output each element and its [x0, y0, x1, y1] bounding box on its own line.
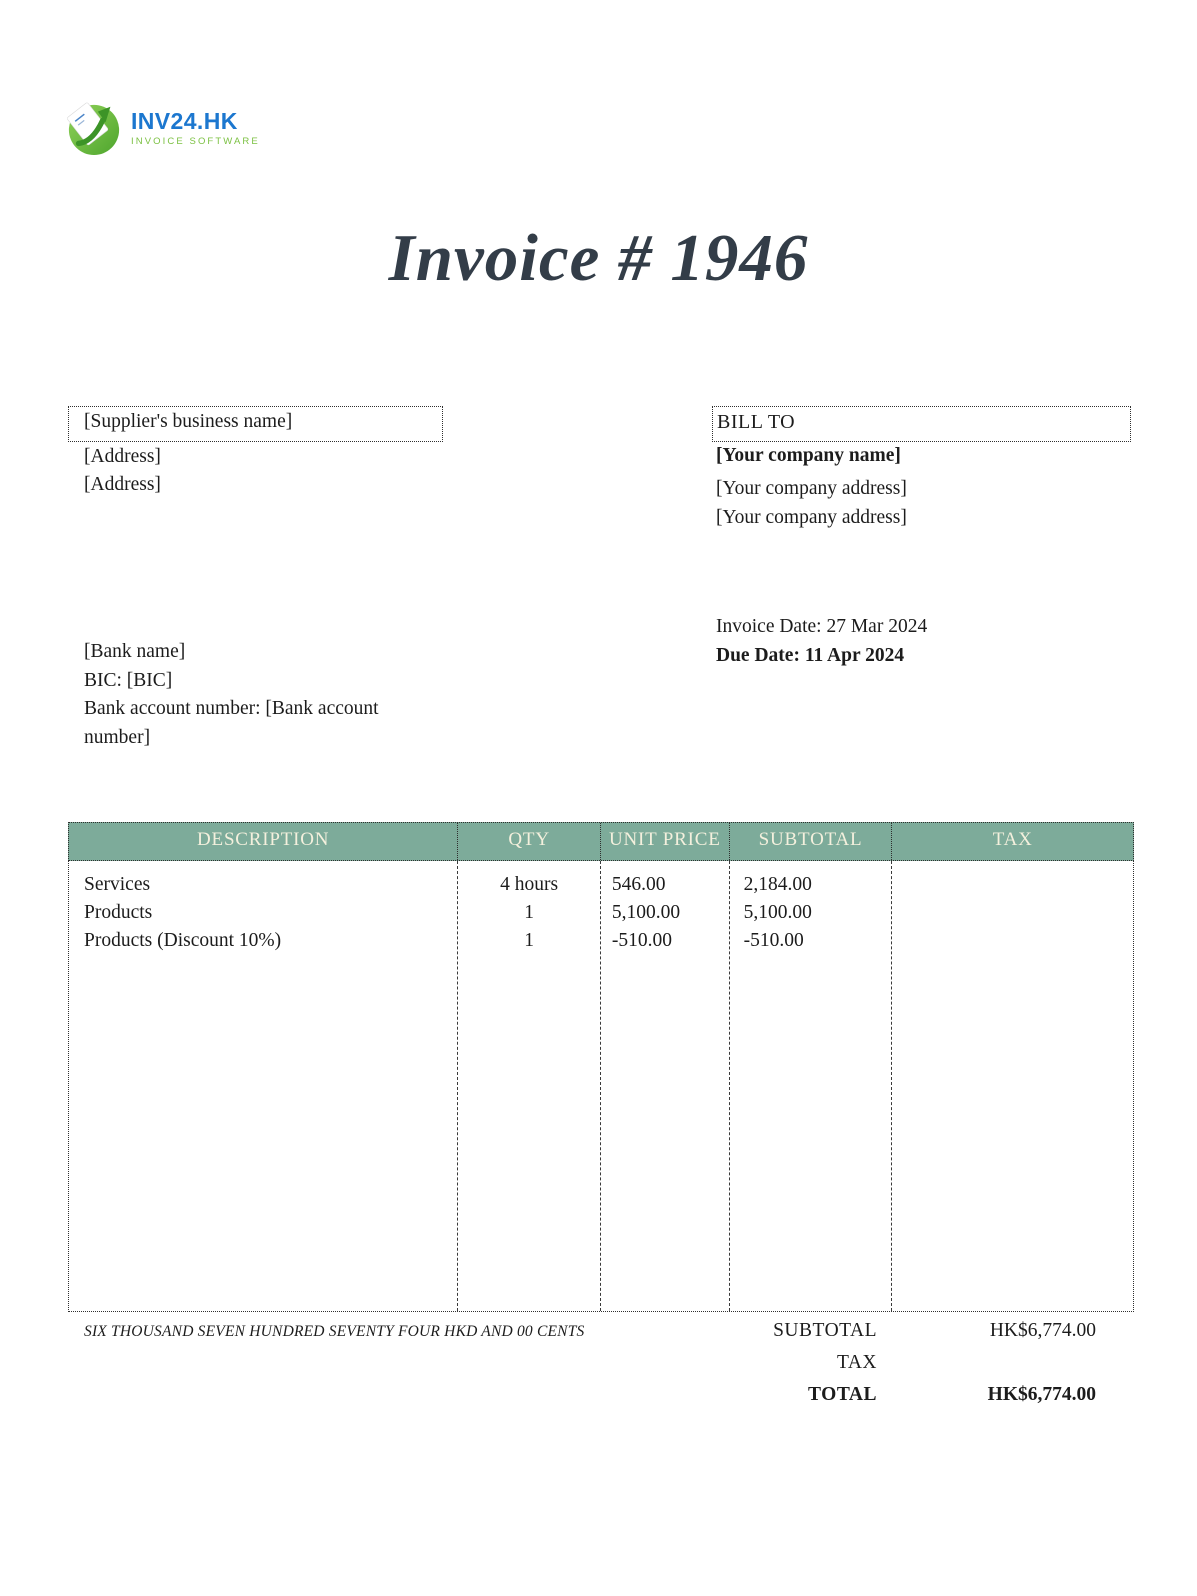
supplier-name-placeholder: [Supplier's business name]	[84, 411, 293, 432]
column-header-description: DESCRIPTION	[197, 829, 330, 850]
item-qty: 1	[524, 901, 535, 923]
column-header-unit-price: UNIT PRICE	[600, 823, 729, 860]
item-subtotal: 5,100.00	[743, 901, 812, 923]
column-header-tax: TAX	[891, 823, 1133, 860]
items-table-header	[68, 822, 1134, 861]
bill-to-heading: BILL TO	[717, 411, 796, 433]
tax-column	[891, 861, 1133, 1311]
subtotal-column	[729, 861, 892, 1311]
invoice-title: Invoice # 1946	[388, 221, 809, 295]
app-logo	[66, 100, 260, 156]
subtotal-value: HK$6,774.00	[989, 1320, 1096, 1341]
logo-tagline: INVOICE SOFTWARE	[131, 136, 260, 147]
bank-account-number: Bank account number: [Bank account number]	[84, 698, 379, 748]
item-subtotal: 2,184.00	[743, 874, 812, 895]
invoice-date-row	[716, 613, 927, 642]
due-date-value: 11 Apr 2024	[804, 644, 905, 666]
logo-text-block	[131, 109, 260, 147]
description-column	[69, 861, 457, 1311]
item-unit-price: 546.00	[611, 874, 666, 895]
item-qty: 4 hours	[500, 874, 559, 895]
amount-in-words: SIX THOUSAND SEVEN HUNDRED SEVENTY FOUR HKD AND 00 CENTS	[84, 1323, 585, 1340]
billto-address-line: [Your company address]	[716, 478, 907, 499]
item-description: Products	[84, 901, 153, 923]
items-table-body	[68, 861, 1134, 1312]
supplier-name-field[interactable]	[68, 406, 443, 442]
bank-bic: BIC: [BIC]	[84, 669, 173, 691]
billto-address-line: [Your company address]	[716, 506, 907, 528]
item-unit-price: -510.00	[611, 929, 673, 951]
total-value: HK$6,774.00	[987, 1384, 1096, 1405]
total-row	[713, 1384, 1096, 1406]
item-subtotal: -510.00	[743, 929, 804, 951]
column-header-qty: QTY	[457, 823, 600, 860]
tax-row	[713, 1352, 1096, 1374]
unit-price-column	[600, 861, 729, 1311]
item-description: Services	[84, 874, 151, 895]
due-date-label: Due Date:	[716, 644, 800, 666]
invoice-dates	[716, 613, 927, 670]
tax-label: TAX	[836, 1352, 877, 1373]
logo-brand-text: INV24.HK	[131, 108, 238, 134]
item-qty: 1	[524, 929, 535, 951]
bank-details	[84, 638, 419, 752]
total-label: TOTAL	[808, 1384, 877, 1405]
invoice-date-value: 27 Mar 2024	[826, 616, 928, 637]
invoice-date-label: Invoice Date:	[716, 616, 822, 637]
item-unit-price: 5,100.00	[611, 901, 681, 923]
supplier-address-line: [Address]	[84, 446, 161, 467]
supplier-address	[84, 443, 161, 499]
bank-name: [Bank name]	[84, 641, 186, 662]
qty-column	[457, 861, 600, 1311]
supplier-address-line: [Address]	[84, 474, 161, 495]
item-description: Products (Discount 10%)	[84, 929, 282, 951]
totals-block	[713, 1320, 1096, 1416]
column-header-subtotal: SUBTOTAL	[729, 823, 892, 860]
bill-to-field[interactable]	[712, 406, 1131, 442]
billto-address	[716, 475, 907, 532]
due-date-row	[716, 642, 927, 671]
billto-company-name: [Your company name]	[716, 445, 901, 466]
invoice-logo-icon	[66, 100, 122, 156]
subtotal-label: SUBTOTAL	[773, 1320, 877, 1341]
subtotal-row	[713, 1320, 1096, 1342]
